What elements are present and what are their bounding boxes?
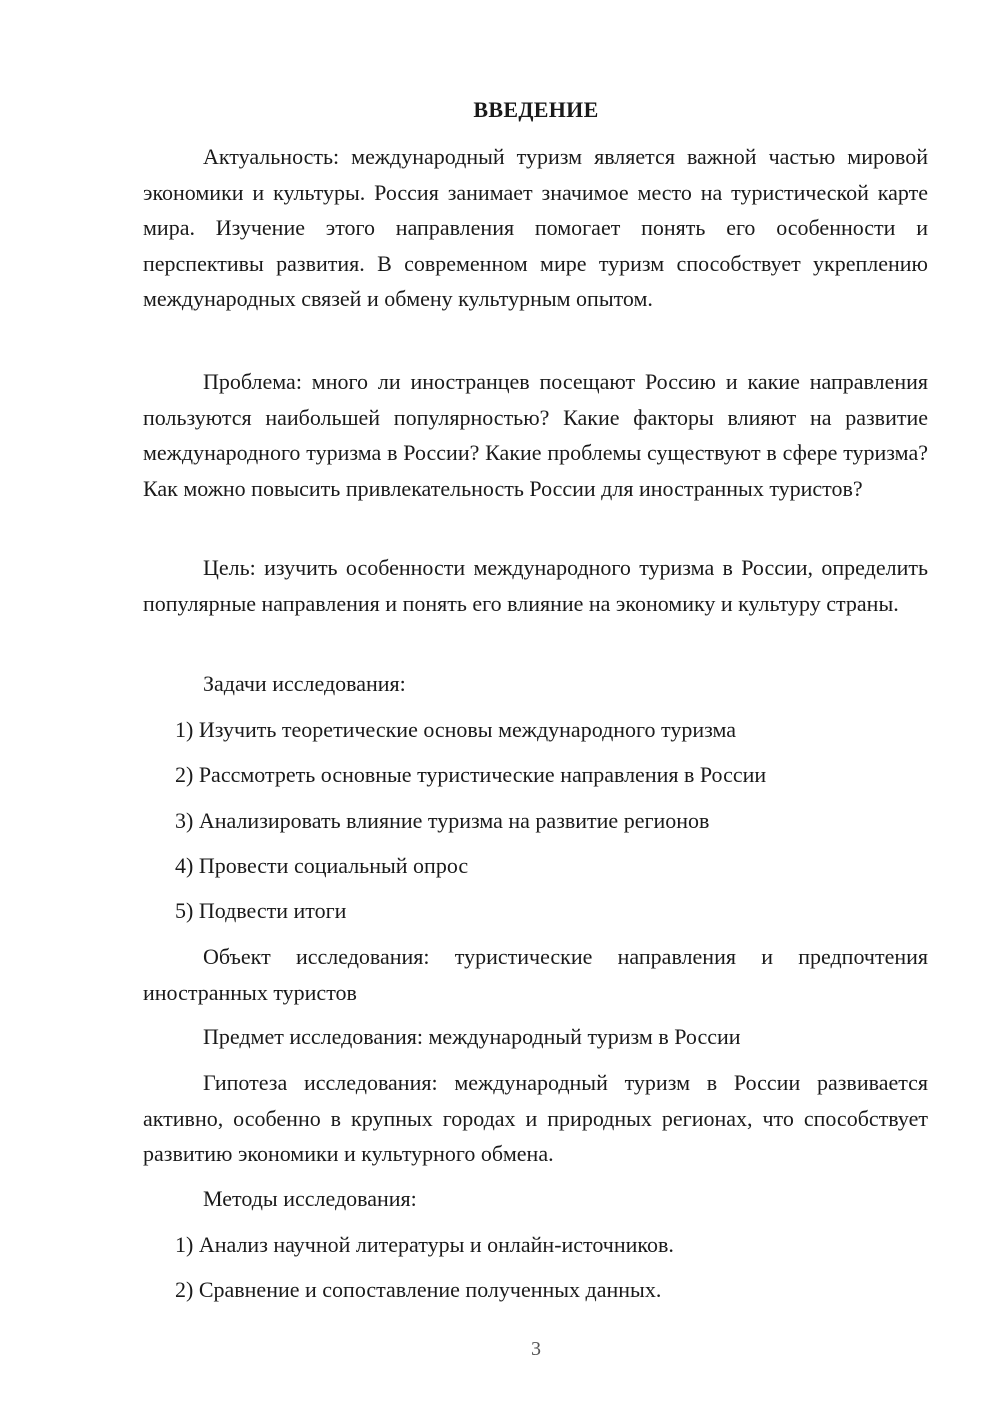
list-item: 4) Провести социальный опрос	[175, 853, 469, 878]
methods-heading: Методы исследования:	[203, 1186, 417, 1211]
object-paragraph: Объект исследования: туристические направления и предпочтения иностранных туристов	[143, 944, 928, 1005]
hypothesis-paragraph: Гипотеза исследования: международный туризм в России развивается активно, особенно в крупных городах и природных регионах, что способствует развитию экономики и культурного обмена.	[143, 1070, 928, 1166]
tasks-heading: Задачи исследования:	[203, 671, 406, 696]
page-number: 3	[531, 1338, 541, 1360]
list-item: 1) Анализ научной литературы и онлайн-источников.	[175, 1232, 674, 1257]
list-item: 2) Сравнение и сопоставление полученных данных.	[175, 1277, 662, 1302]
list-item: 1) Изучить теоретические основы международного туризма	[175, 717, 737, 742]
goal-paragraph: Цель: изучить особенности международного туризма в России, определить популярные направления и понять его влияние на экономику и культуру страны.	[143, 555, 928, 616]
subject-paragraph: Предмет исследования: международный туризм в России	[203, 1024, 741, 1049]
list-item: 2) Рассмотреть основные туристические направления в России	[175, 762, 767, 787]
relevance-paragraph: Актуальность: международный туризм является важной частью мировой экономики и культуры. Россия занимает значимое место на туристической карте мира. Изучение этого направления помогает понять его особенности и перспективы развития. В современном мире туризм способствует укреплению международных связей и обмену культурным опытом.	[143, 144, 928, 311]
list-item: 5) Подвести итоги	[175, 898, 347, 923]
list-item: 3) Анализировать влияние туризма на развитие регионов	[175, 808, 710, 833]
page-title: ВВЕДЕНИЕ	[473, 97, 599, 122]
problem-paragraph: Проблема: много ли иностранцев посещают Россию и какие направления пользуются наибольшей популярностью? Какие факторы влияют на развитие международного туризма в России? Какие проблемы существуют в сфере туризма? Как можно повысить привлекательность России для иностранных туристов?	[143, 369, 928, 501]
